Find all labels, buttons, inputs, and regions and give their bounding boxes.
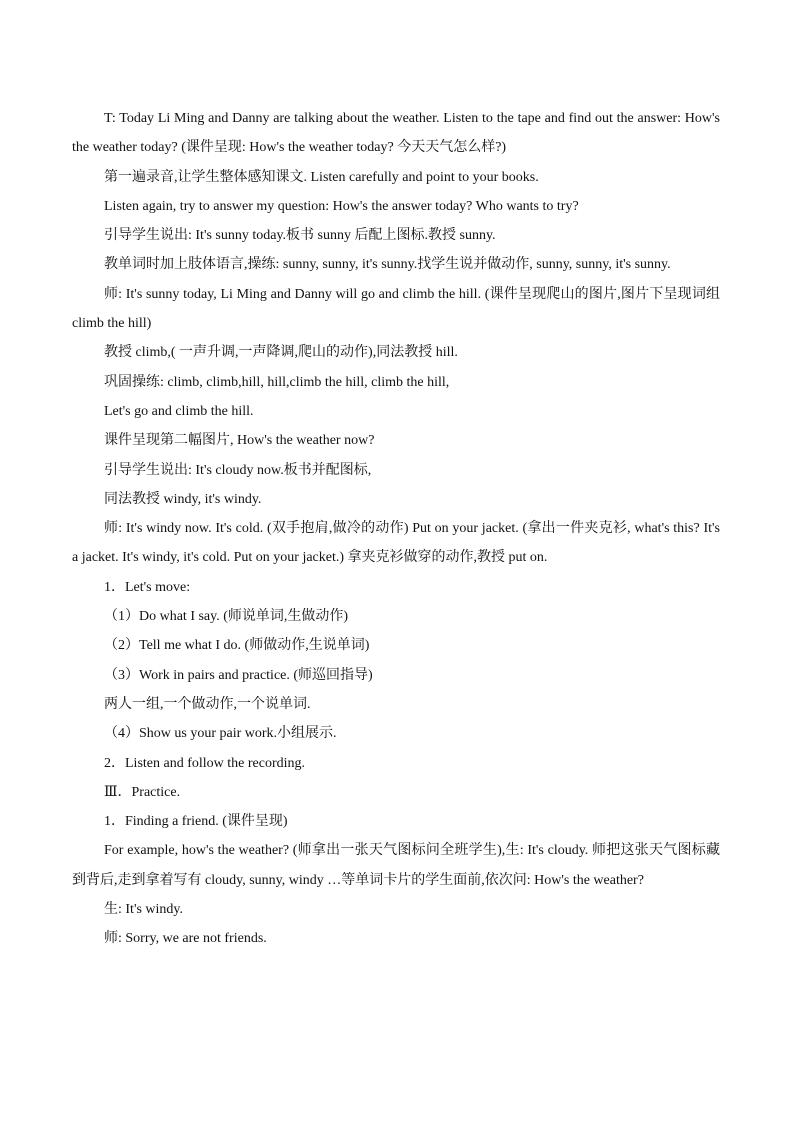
paragraph: 师: It's sunny today, Li Ming and Danny will go and climb the hill. (课件呈现爬山的图片,图片下呈现词组 climb the hill): [72, 286, 720, 332]
list-item: 1．Finding a friend. (课件呈现): [104, 814, 288, 830]
paragraph: Listen again, try to answer my question: How's the answer today? Who wants to try?: [104, 198, 579, 214]
paragraph: For example, how's the weather? (师拿出一张天气图标问全班学生),生: It's cloudy. 师把这张天气图标藏到背后,走到拿着写有 cloudy, sunny, windy …等单词卡片的学生面前,依次问: How's the weather?: [72, 843, 720, 888]
paragraph: 引导学生说出: It's sunny today.板书 sunny 后配上图标.教授 sunny.: [104, 228, 496, 244]
paragraph: Let's go and climb the hill.: [104, 403, 254, 419]
paragraph: 师: Sorry, we are not friends.: [104, 931, 267, 947]
paragraph: 巩固操练: climb, climb,hill, hill,climb the hill, climb the hill,: [104, 374, 450, 390]
list-item: （2）Tell me what I do. (师做动作,生说单词): [104, 638, 370, 654]
paragraph: 师: It's windy now. It's cold. (双手抱肩,做冷的动作) Put on your jacket. (拿出一件夹克衫, what's this? It's a jacket. It's windy, it's cold. Put on your jacket.) 拿夹克衫做穿的动作,教授 put on.: [72, 521, 720, 566]
section-heading: Ⅲ．Practice.: [104, 784, 181, 800]
list-item: 1．Let's move:: [104, 579, 191, 595]
paragraph: 教授 climb,( 一声升调,一声降调,爬山的动作),同法教授 hill.: [104, 345, 458, 361]
paragraph: T: Today Li Ming and Danny are talking about the weather. Listen to the tape and find out the answer: How's the weather today? (课件呈现: How's the weather today? 今天天气怎么样?): [72, 111, 720, 156]
paragraph: 生: It's windy.: [104, 902, 184, 918]
document-body: [72, 104, 720, 954]
paragraph: 教单词时加上肢体语言,操练: sunny, sunny, it's sunny.找学生说并做动作, sunny, sunny, it's sunny.: [104, 257, 671, 273]
paragraph: 同法教授 windy, it's windy.: [104, 491, 262, 507]
paragraph: 课件呈现第二幅图片, How's the weather now?: [104, 433, 375, 449]
paragraph: 第一遍录音,让学生整体感知课文. Listen carefully and point to your books.: [104, 169, 539, 185]
list-item: （4）Show us your pair work.小组展示.: [104, 726, 337, 742]
paragraph: 两人一组,一个做动作,一个说单词.: [104, 696, 311, 712]
list-item: （3）Work in pairs and practice. (师巡回指导): [104, 667, 373, 683]
list-item: 2．Listen and follow the recording.: [104, 755, 306, 771]
paragraph: 引导学生说出: It's cloudy now.板书并配图标,: [104, 462, 372, 478]
list-item: （1）Do what I say. (师说单词,生做动作): [104, 609, 349, 625]
